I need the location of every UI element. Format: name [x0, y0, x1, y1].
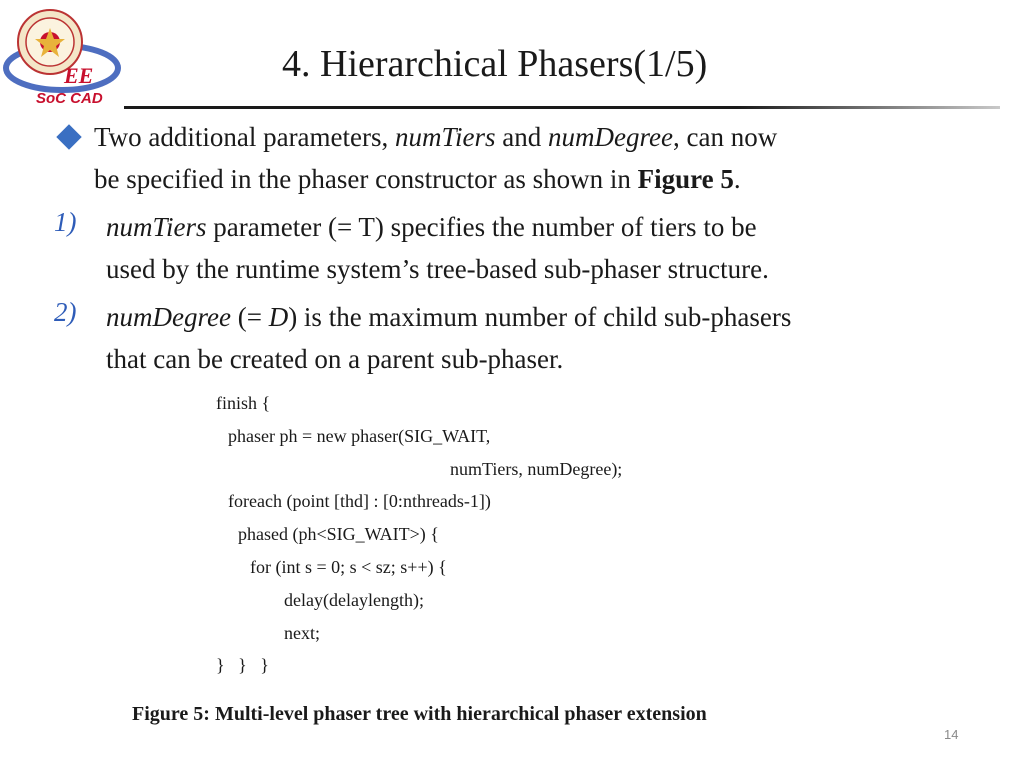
term-numtiers: numTiers [395, 122, 496, 152]
term-numdegree: numDegree [106, 302, 231, 332]
bullet-text: . [733, 164, 741, 194]
eesoc-cad-logo [2, 6, 122, 106]
title-divider [124, 106, 1000, 109]
symbol-d: D [268, 302, 289, 332]
logo-ee-text: EE [64, 63, 94, 88]
bullet-line-2 [94, 158, 741, 200]
code-line: delay(delaylength); [284, 590, 424, 610]
item-text: (= [230, 302, 269, 332]
bullet-text: Two additional parameters, [94, 122, 396, 152]
item-text: parameter (= T) specifies the number of tiers to be [206, 212, 757, 242]
bullet-text: and [495, 122, 549, 152]
item-2-line-2: that can be created on a parent sub-phaser. [106, 344, 564, 374]
figure-caption: Figure 5: Multi-level phaser tree with hierarchical phaser extension [132, 703, 707, 725]
item-number-2: 2) [54, 297, 77, 327]
code-line: next; [284, 623, 320, 643]
term-numtiers: numTiers [106, 212, 207, 242]
bullet-line-1 [94, 116, 777, 158]
bullet-text: , can now [673, 122, 778, 152]
logo-soc-text: SoC CAD [36, 90, 103, 106]
term-numdegree: numDegree [548, 122, 673, 152]
item-1-line-1 [106, 206, 757, 248]
code-line: phaser ph = new phaser(SIG_WAIT, [228, 426, 491, 446]
item-number-1: 1) [54, 207, 77, 237]
slide-title: 4. Hierarchical Phasers(1/5) [282, 43, 708, 85]
figure-reference: Figure 5 [637, 164, 734, 194]
code-line: numTiers, numDegree); [450, 459, 623, 479]
code-line: phased (ph<SIG_WAIT>) { [238, 524, 439, 544]
item-text: ) is the maximum number of child sub-phasers [288, 302, 792, 332]
code-line: finish { [216, 393, 271, 413]
item-1-line-2: used by the runtime system’s tree-based sub-phaser structure. [106, 254, 769, 284]
code-line: foreach (point [thd] : [0:nthreads-1]) [228, 491, 491, 511]
item-2-line-1 [106, 296, 791, 338]
code-line: for (int s = 0; s < sz; s++) { [250, 557, 447, 577]
bullet-text: be specified in the phaser constructor as shown in [94, 164, 638, 194]
page-number: 14 [944, 727, 959, 742]
code-line: } } } [216, 655, 269, 675]
